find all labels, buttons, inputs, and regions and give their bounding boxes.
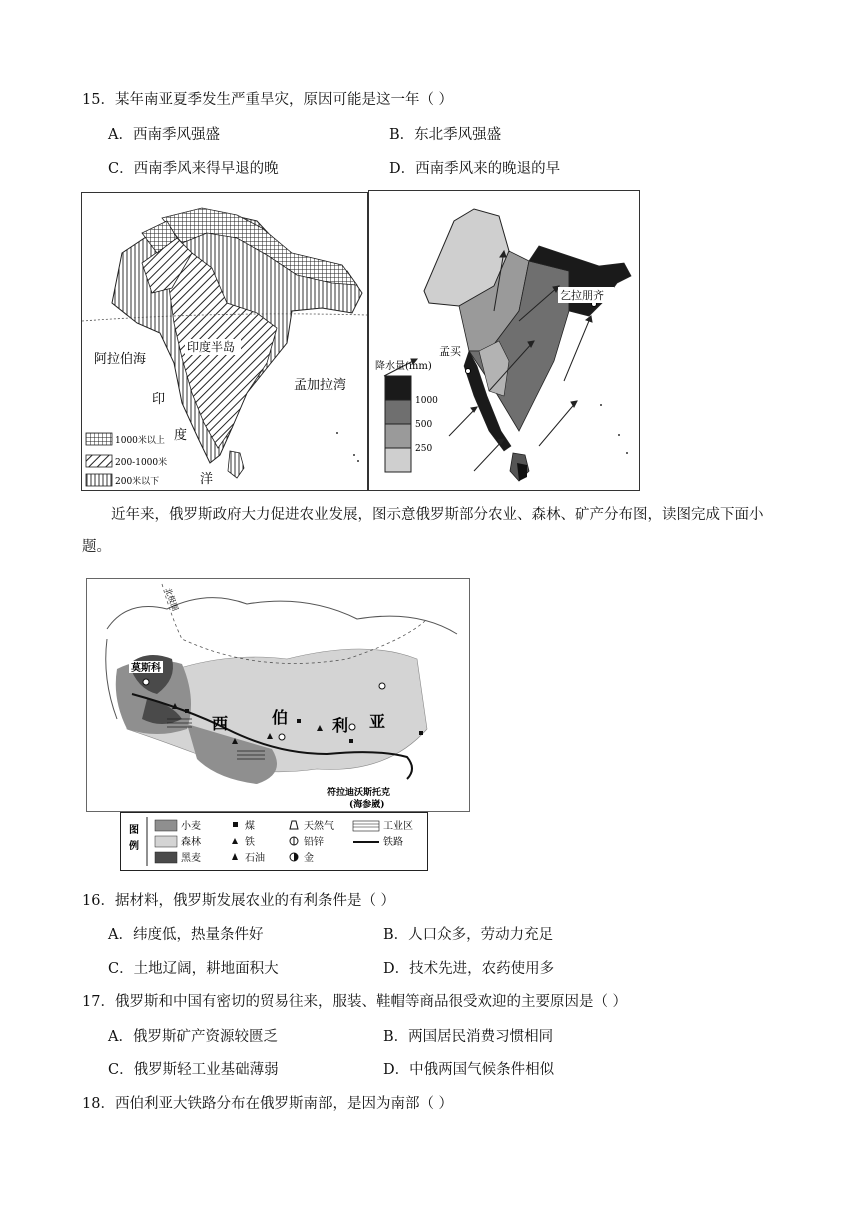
q15-option-d[interactable]: D．西南季风来的晚退的早 xyxy=(389,161,561,177)
label-mumbai: 孟买 xyxy=(439,345,461,358)
legend-railway: 铁路 xyxy=(383,837,403,848)
russia-map-legend xyxy=(120,812,428,871)
sri-lanka xyxy=(228,451,244,478)
legend-iron: 铁 xyxy=(245,837,255,848)
label-siberia-1: 西 xyxy=(212,714,229,733)
label-cherrapunji: 乞拉朋齐 xyxy=(560,289,604,302)
legend-250: 250 xyxy=(415,444,433,454)
label-moscow: 莫斯科 xyxy=(131,663,161,674)
legend-gas: 天然气 xyxy=(304,821,334,832)
south-asia-rainfall-map xyxy=(368,190,640,491)
question-17-stem: 17．俄罗斯和中国有密切的贸易往来，服装、鞋帽等商品很受欢迎的主要原因是（ ） xyxy=(82,994,628,1010)
russia-resource-map xyxy=(86,578,470,812)
legend-coal: 煤 xyxy=(245,821,255,832)
q15-option-c[interactable]: C．西南季风来得早退的晚 xyxy=(108,161,279,177)
legend-highland: 1000米以上 xyxy=(115,436,165,446)
label-arabian-sea: 阿拉伯海 xyxy=(94,352,147,367)
q15-option-a[interactable]: A．西南季风强盛 xyxy=(108,127,220,143)
q16-option-b[interactable]: B．人口众多，劳动力充足 xyxy=(383,927,554,943)
legend-wheat: 小麦 xyxy=(181,821,201,832)
legend-1000: 1000 xyxy=(415,396,438,406)
legend-title-rainfall: 降水量(mm) xyxy=(375,361,432,372)
label-ocean-char-3: 洋 xyxy=(200,472,214,487)
q17-option-d[interactable]: D．中俄两国气候条件相似 xyxy=(383,1062,555,1078)
legend-oil: 石油 xyxy=(245,853,265,864)
terrain-legend xyxy=(86,433,167,487)
intro-paragraph: 近年来，俄罗斯政府大力促进农业发展，图示意俄罗斯部分农业、森林、矿产分布图，读图完成下面小题。 xyxy=(82,507,764,555)
label-vladivostok: 符拉迪沃斯托克 xyxy=(327,788,391,798)
south-asia-terrain-map xyxy=(81,192,368,491)
q16-option-a[interactable]: A．纬度低，热量条件好 xyxy=(108,927,264,943)
question-18-stem: 18．西伯利亚大铁路分布在俄罗斯南部，是因为南部（ ） xyxy=(82,1096,454,1112)
legend-plateau: 200-1000米 xyxy=(115,458,168,468)
label-vladivostok-alt: (海参崴) xyxy=(349,800,385,810)
legend-title-char-1: 图 xyxy=(129,825,139,836)
label-siberia-4: 亚 xyxy=(369,712,386,731)
label-bay-of-bengal: 孟加拉湾 xyxy=(294,378,347,393)
legend-industrial: 工业区 xyxy=(383,821,413,832)
label-indian-peninsula: 印度半岛 xyxy=(187,340,236,354)
label-arctic-circle: 北极圈 xyxy=(163,586,180,613)
label-ocean-char-1: 印 xyxy=(152,392,166,407)
legend-lowland: 200米以下 xyxy=(115,477,160,487)
legend-gold: 金 xyxy=(304,853,314,864)
q16-option-c[interactable]: C．土地辽阔，耕地面积大 xyxy=(108,961,279,977)
label-siberia-2: 伯 xyxy=(272,708,289,727)
label-ocean-char-2: 度 xyxy=(174,428,188,443)
label-siberia-3: 利 xyxy=(332,716,349,735)
q17-option-c[interactable]: C．俄罗斯轻工业基础薄弱 xyxy=(108,1062,279,1078)
legend-500: 500 xyxy=(415,420,433,430)
question-16-stem: 16．据材料，俄罗斯发展农业的有利条件是（ ） xyxy=(82,893,396,909)
legend-title-char-2: 例 xyxy=(129,841,139,852)
q17-option-a[interactable]: A．俄罗斯矿产资源较匮乏 xyxy=(108,1029,278,1045)
legend-forest: 森林 xyxy=(181,837,201,848)
legend-lead-zinc: 铅锌 xyxy=(304,837,324,848)
legend-rye: 黑麦 xyxy=(181,853,201,864)
q15-option-b[interactable]: B．东北季风强盛 xyxy=(389,127,502,143)
question-15-stem: 15．某年南亚夏季发生严重旱灾，原因可能是这一年（ ） xyxy=(82,92,454,108)
q16-option-d[interactable]: D．技术先进，农药使用多 xyxy=(383,961,555,977)
q17-option-b[interactable]: B．两国居民消费习惯相同 xyxy=(383,1029,554,1045)
